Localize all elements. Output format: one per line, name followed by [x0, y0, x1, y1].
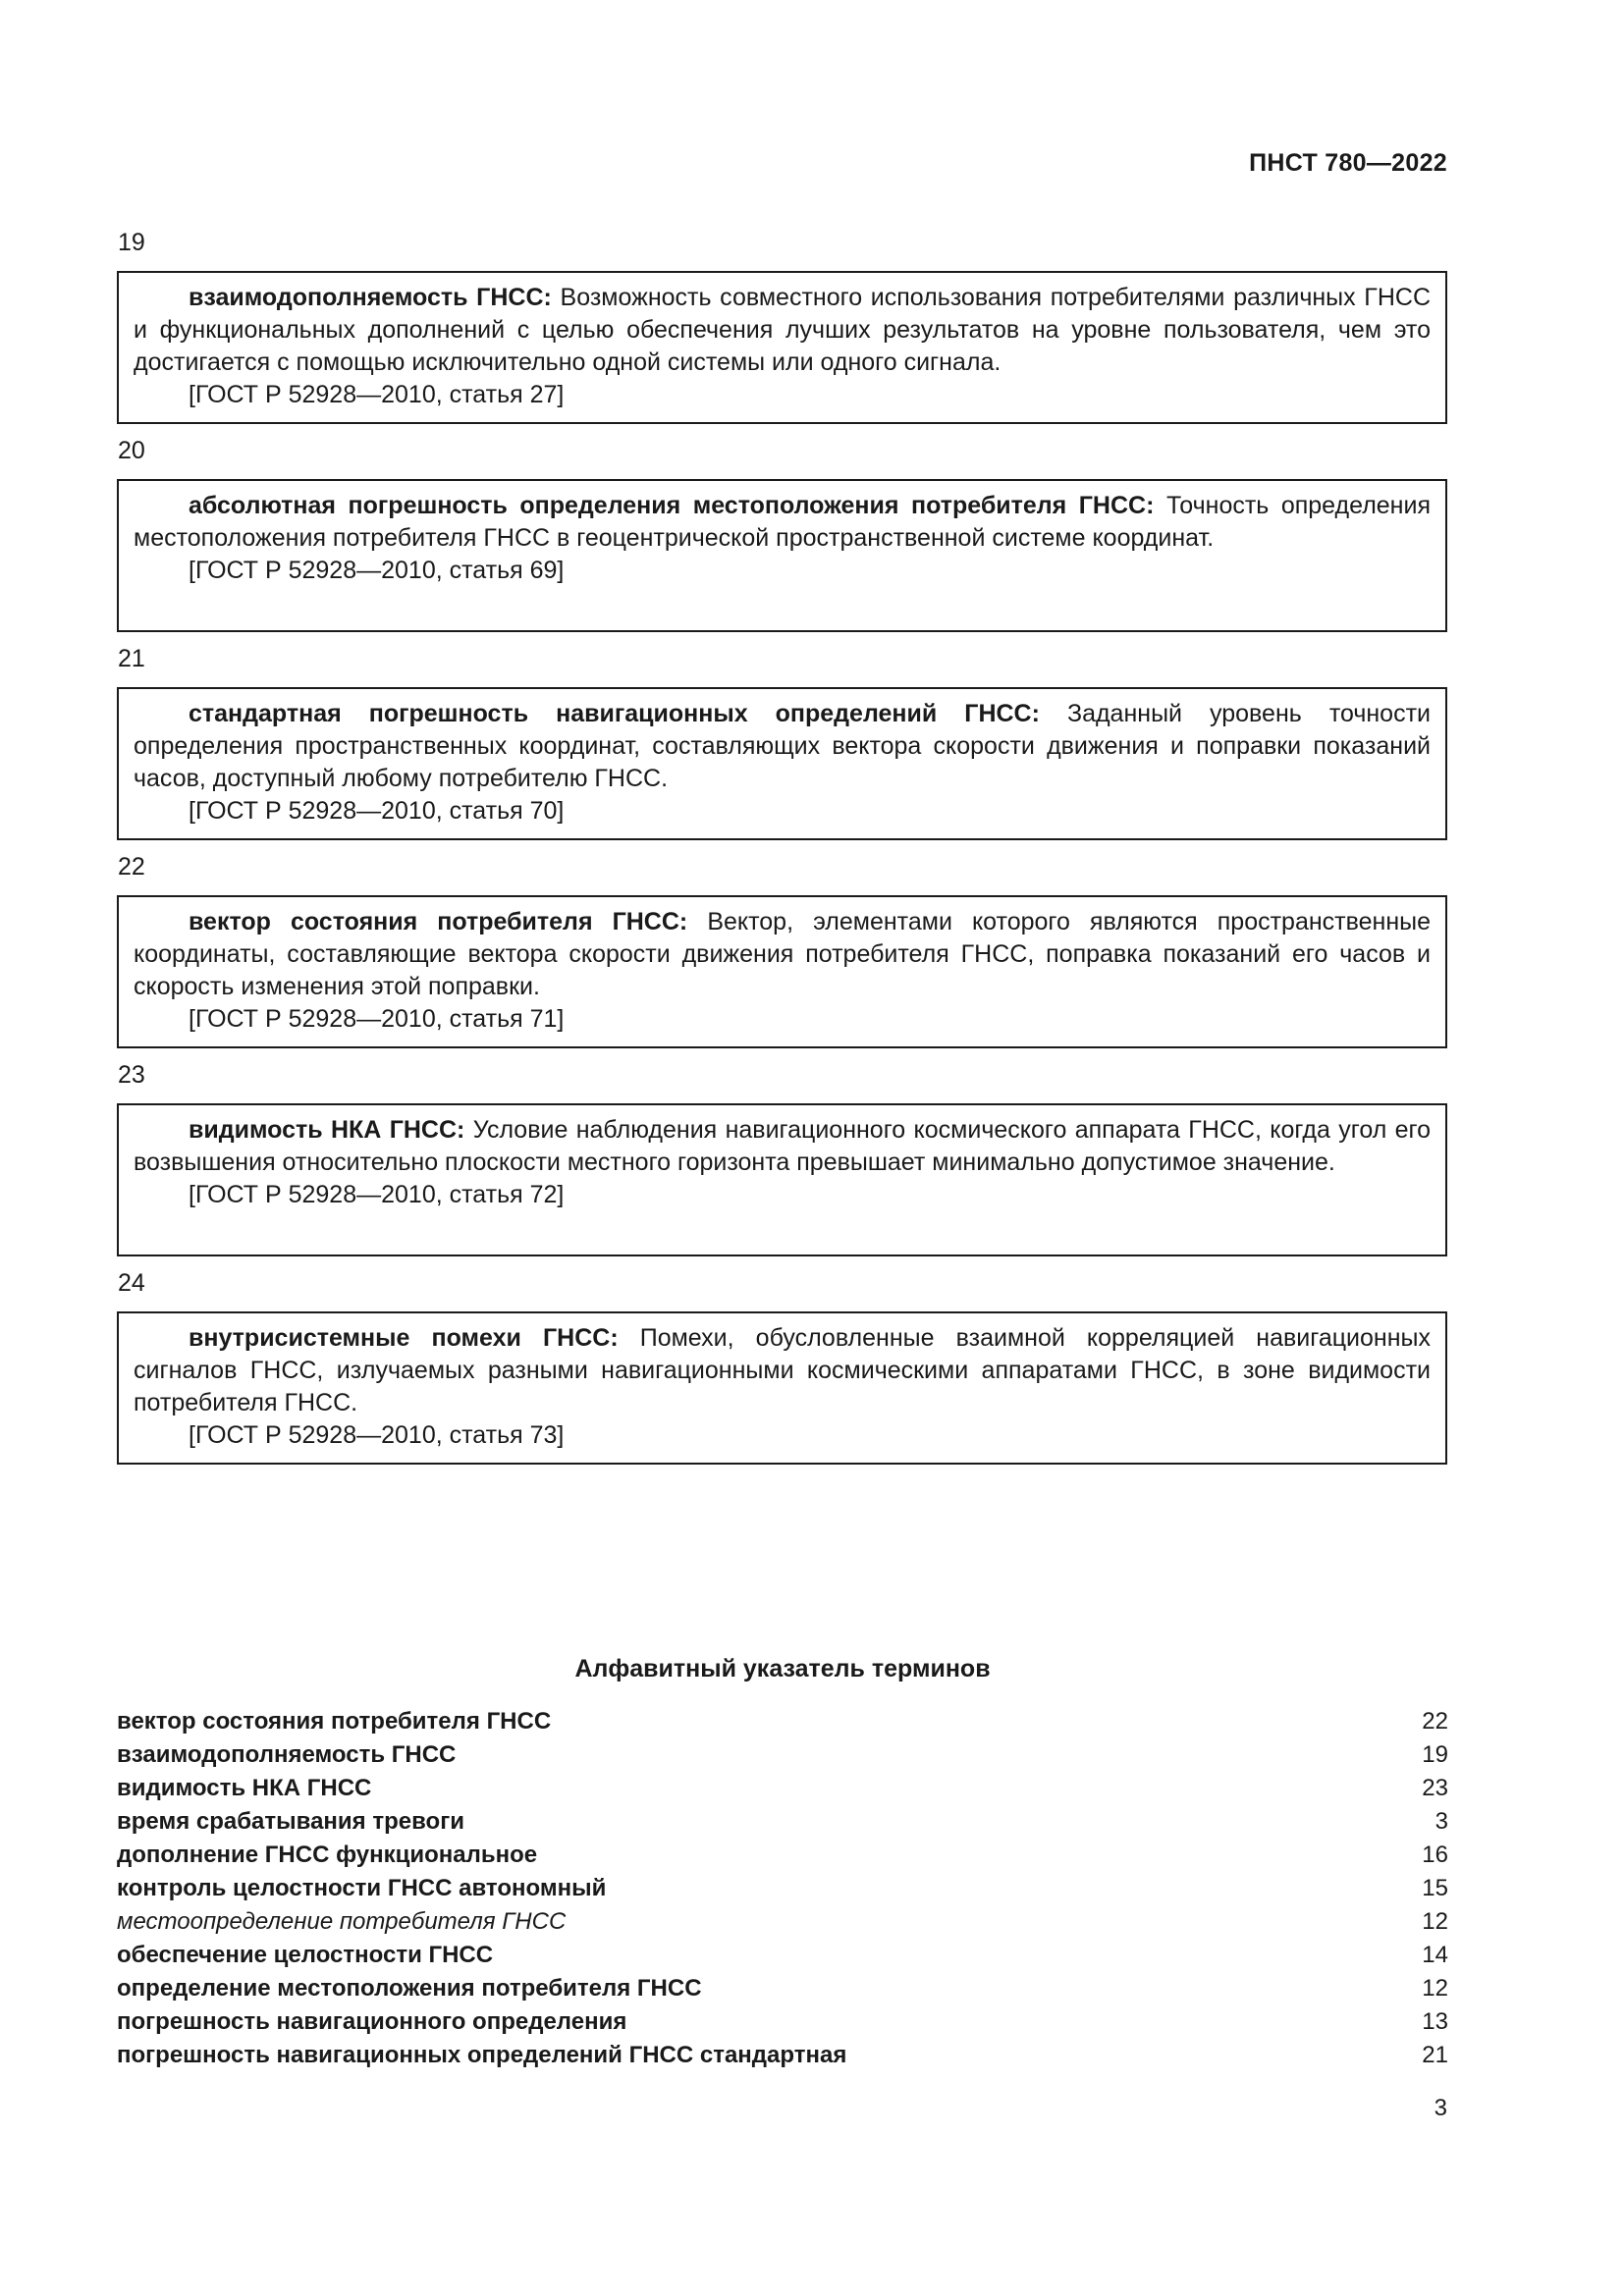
term-paragraph [134, 906, 1431, 1003]
term-definition: Помехи, обусловленные взаимной корреляцией навигационных сигналов ГНСС, излучаемых разными навигационными космическими аппаратами ГНСС, в зоне видимости потребителя ГНСС. [134, 1324, 1431, 1416]
term-source: [ГОСТ Р 52928—2010, статья 70] [189, 797, 565, 825]
term-entry [117, 271, 1447, 424]
index-term: контроль целостности ГНСС автономный [117, 1875, 607, 1901]
index-row [117, 1705, 1448, 1738]
index-term-number: 12 [1422, 1975, 1448, 2002]
term-entry [117, 687, 1447, 840]
index-term-number: 3 [1435, 1808, 1448, 1835]
index-row [117, 1872, 1448, 1905]
index-term-number: 12 [1422, 1908, 1448, 1935]
term-number: 22 [118, 853, 145, 881]
index-row [117, 1939, 1448, 1972]
term-paragraph [134, 698, 1431, 795]
term-number: 20 [118, 437, 145, 464]
term-source: [ГОСТ Р 52928—2010, статья 72] [189, 1181, 565, 1208]
index-term-number: 15 [1422, 1875, 1448, 1901]
term-number: 21 [118, 645, 145, 672]
index-term: дополнение ГНСС функциональное [117, 1842, 538, 1868]
term-entry [117, 895, 1447, 1048]
term-definition: Условие наблюдения навигационного космического аппарата ГНСС, когда угол его возвышения относительно плоскости местного горизонта превышает минимально допустимое значение. [134, 1116, 1432, 1176]
index-term-number: 16 [1422, 1842, 1448, 1868]
index-title: Алфавитный указатель терминов [574, 1655, 991, 1682]
document-id: ПНСТ 780—2022 [1249, 149, 1447, 177]
index-term-number: 19 [1422, 1741, 1448, 1768]
term-name: взаимодополняемость ГНСС: [189, 284, 552, 311]
index-row [117, 1972, 1448, 2005]
term-number: 23 [118, 1061, 145, 1089]
index-row [117, 1839, 1448, 1872]
index-term-number: 13 [1422, 2008, 1448, 2035]
term-definition: Точность определения местоположения потребителя ГНСС в геоцентрической пространственной системе координат. [134, 492, 1431, 552]
term-entry [117, 479, 1447, 632]
term-name: вектор состояния потребителя ГНСС: [189, 908, 688, 935]
index-term: погрешность навигационного определения [117, 2008, 627, 2035]
term-name: стандартная погрешность навигационных определений ГНСС: [189, 700, 1040, 727]
index-row [117, 1805, 1448, 1839]
term-source: [ГОСТ Р 52928—2010, статья 69] [189, 557, 565, 584]
term-paragraph [134, 282, 1431, 379]
term-entry [117, 1311, 1447, 1465]
index-term-number: 22 [1422, 1708, 1448, 1735]
term-definition: Возможность совместного использования потребителями различных ГНСС и функциональных дополнений с целью обеспечения лучших результатов на уровне пользователя, чем это достигается с помощью исключительно одной системы или одного сигнала. [134, 284, 1432, 376]
index-term: время срабатывания тревоги [117, 1808, 464, 1835]
index-term: определение местоположения потребителя ГНСС [117, 1975, 702, 2002]
term-paragraph [134, 1114, 1431, 1179]
index-term: обеспечение целостности ГНСС [117, 1942, 494, 1968]
term-number: 19 [118, 229, 145, 256]
index-row [117, 2005, 1448, 2039]
index-term-number: 21 [1422, 2042, 1448, 2068]
term-number: 24 [118, 1269, 145, 1297]
index-row [117, 1772, 1448, 1805]
index-list [117, 1705, 1448, 2072]
term-definition: Заданный уровень точности определения пространственных координат, составляющих вектора скорости движения и поправки показаний часов, доступный любому потребителю ГНСС. [134, 700, 1431, 792]
index-term: видимость НКА ГНСС [117, 1775, 372, 1801]
term-paragraph [134, 490, 1431, 555]
term-paragraph [134, 1322, 1431, 1419]
index-term: взаимодополняемость ГНСС [117, 1741, 457, 1768]
terms-section [117, 228, 1447, 1476]
index-row [117, 1738, 1448, 1772]
index-term: погрешность навигационных определений ГНСС стандартная [117, 2042, 847, 2068]
term-name: видимость НКА ГНСС: [189, 1116, 465, 1144]
index-term: местоопределение потребителя ГНСС [117, 1908, 567, 1935]
term-definition: Вектор, элементами которого являются пространственные координаты, составляющие вектора скорости движения потребителя ГНСС, поправка показаний его часов и скорость изменения этой поправки. [134, 908, 1432, 1000]
index-term-number: 14 [1422, 1942, 1448, 1968]
term-source: [ГОСТ Р 52928—2010, статья 73] [189, 1421, 565, 1449]
term-source: [ГОСТ Р 52928—2010, статья 27] [189, 381, 565, 408]
index-row [117, 2039, 1448, 2072]
index-term: вектор состояния потребителя ГНСС [117, 1708, 552, 1735]
term-entry [117, 1103, 1447, 1256]
page-number: 3 [1434, 2095, 1447, 2121]
term-name: абсолютная погрешность определения местоположения потребителя ГНСС: [189, 492, 1155, 519]
index-term-number: 23 [1422, 1775, 1448, 1801]
index-row [117, 1905, 1448, 1939]
term-source: [ГОСТ Р 52928—2010, статья 71] [189, 1005, 565, 1033]
term-name: внутрисистемные помехи ГНСС: [189, 1324, 619, 1352]
